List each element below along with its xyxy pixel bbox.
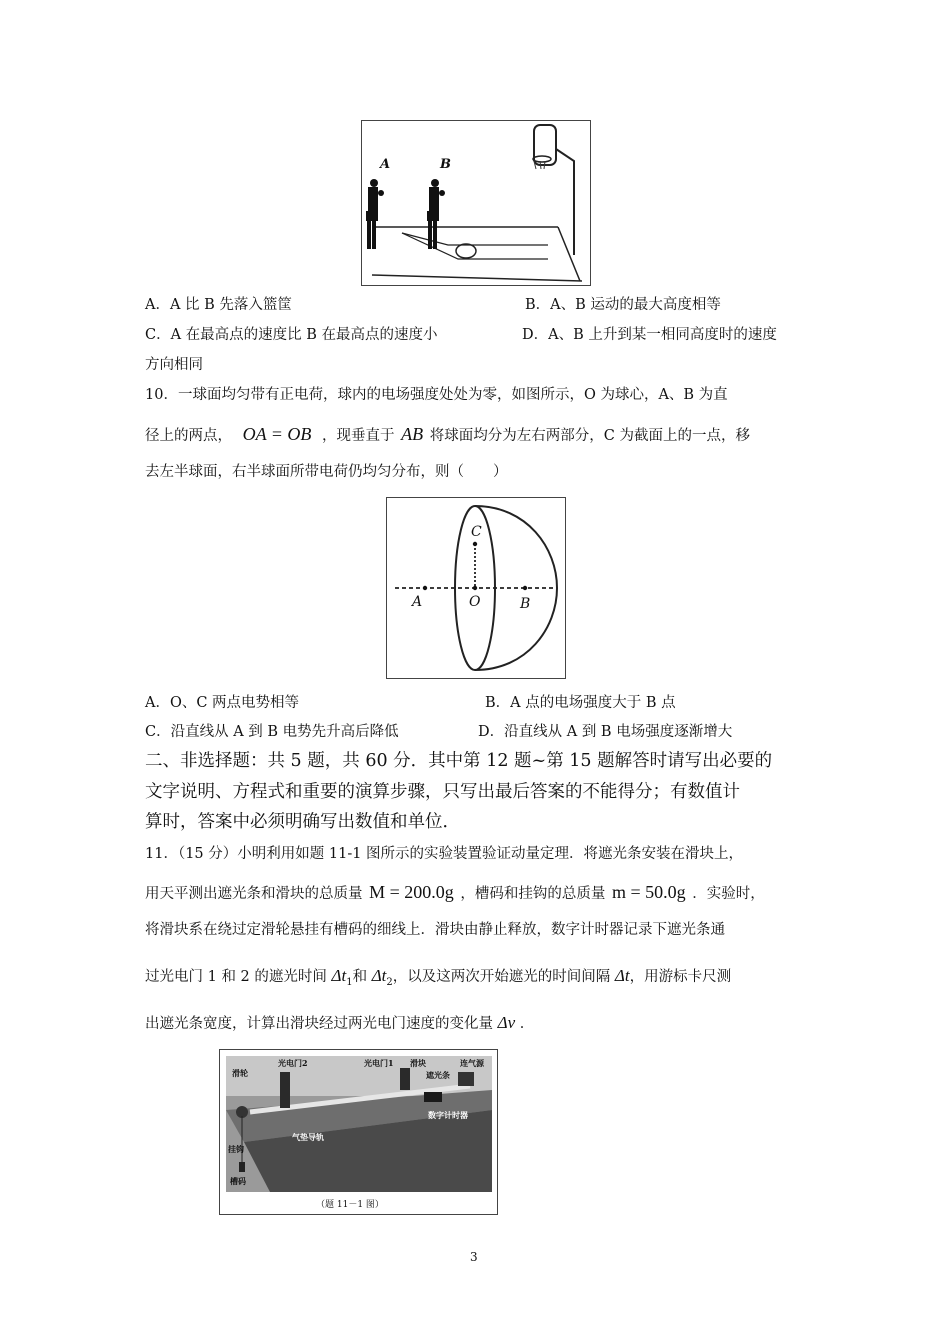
label-timer: 数字计时器 bbox=[428, 1110, 468, 1120]
q11-line2-text-b: ，槽码和挂钩的总质量 bbox=[460, 886, 606, 902]
q11-line5-text-a: 出遮光条宽度，计算出滑块经过两光电门速度的变化量 bbox=[145, 1016, 493, 1032]
player-a-label: A bbox=[380, 157, 391, 172]
label-gate1: 光电门1 bbox=[364, 1058, 394, 1068]
q9-option-d: D．A、B 上升到某一相同高度时的速度 bbox=[522, 327, 777, 343]
q9-option-d-continued: 方向相同 bbox=[145, 357, 203, 373]
q10-option-b: B．A 点的电场强度大于 B 点 bbox=[485, 695, 676, 711]
q11-and: 和 bbox=[352, 969, 368, 985]
q11-delta-t1: Δt bbox=[331, 966, 347, 985]
q11-mass-m-big: M = 200.0g bbox=[369, 882, 454, 902]
q9-option-a: A．A 比 B 先落入篮筐 bbox=[145, 297, 292, 313]
experiment-drawing bbox=[220, 1050, 497, 1214]
q11-line4 bbox=[145, 966, 731, 993]
label-b: B bbox=[520, 596, 531, 612]
q10-line1: 10．一球面均匀带有正电荷，球内的电场强度处处为零，如图所示，O 为球心，A、B 为直 bbox=[145, 387, 728, 403]
q11-delta-t: Δt bbox=[614, 966, 630, 985]
section2-heading-line2: 文字说明、方程式和重要的演算步骤，只写出最后答案的不能得分；有数值计 bbox=[145, 782, 740, 802]
q10-line2-text-c: 将球面均分为左右两部分，C 为截面上的一点，移 bbox=[429, 428, 750, 444]
q11-line4-text-c: ，用游标卡尺测 bbox=[629, 969, 732, 985]
q11-line4-text-b: ，以及这两次开始遮光的时间间隔 bbox=[392, 969, 611, 985]
label-gate2: 光电门2 bbox=[278, 1058, 308, 1068]
q11-line5-text-b: ． bbox=[519, 1016, 535, 1032]
q10-option-a: A．O、C 两点电势相等 bbox=[145, 695, 300, 711]
page-number: 3 bbox=[470, 1250, 478, 1264]
q10-option-d: D．沿直线从 A 到 B 电场强度逐渐增大 bbox=[478, 724, 733, 740]
label-air-source: 连气源 bbox=[460, 1058, 484, 1068]
label-air-track: 气垫导轨 bbox=[292, 1132, 324, 1142]
q10-line3: 去左半球面，右半球面所带电荷仍均匀分布，则（ ） bbox=[145, 464, 508, 480]
q11-delta-v: Δv bbox=[497, 1013, 516, 1032]
section2-heading-line1: 二、非选择题：共 5 题，共 60 分．其中第 12 题~第 15 题解答时请写出必要的 bbox=[145, 751, 773, 771]
player-b-label: B bbox=[440, 157, 451, 172]
label-weights: 槽码 bbox=[230, 1176, 246, 1186]
q10-line2-text-b: ，现垂直于 bbox=[322, 428, 395, 444]
label-o: O bbox=[469, 594, 481, 610]
label-a: A bbox=[412, 594, 423, 610]
label-slider: 滑块 bbox=[410, 1058, 426, 1068]
q11-line2-text-a: 用天平测出遮光条和滑块的总质量 bbox=[145, 886, 363, 902]
q10-equation-oa-ob: OA = OB bbox=[242, 424, 312, 444]
section2-heading-line3: 算时，答案中必须明确写出数值和单位． bbox=[145, 812, 460, 832]
q10-line2 bbox=[145, 424, 750, 446]
q11-line4-text-a: 过光电门 1 和 2 的遮光时间 bbox=[145, 969, 327, 985]
basketball-drawing bbox=[362, 121, 590, 285]
q11-line3: 将滑块系在绕过定滑轮悬挂有槽码的细线上．滑块由静止释放，数字计时器记录下遮光条通 bbox=[145, 922, 725, 938]
q11-sub-2: 2 bbox=[386, 976, 393, 988]
q9-option-b: B．A、B 运动的最大高度相等 bbox=[525, 297, 721, 313]
q11-sub-1: 1 bbox=[346, 976, 353, 988]
q11-line2 bbox=[145, 882, 765, 904]
label-hook: 挂钩 bbox=[228, 1144, 244, 1154]
q11-mass-m-small: m = 50.0g bbox=[611, 882, 686, 902]
q11-delta-t2: Δt bbox=[371, 966, 387, 985]
q11-line2-text-c: ．实验时， bbox=[692, 886, 765, 902]
hemisphere-figure bbox=[386, 497, 566, 679]
q11-line1: 11．（15 分）小明利用如题 11-1 图所示的实验装置验证动量定理．将遮光条安装在滑块上， bbox=[145, 846, 744, 862]
q10-line2-text-a: 径上的两点， bbox=[145, 428, 232, 444]
basketball-figure bbox=[361, 120, 591, 286]
label-strip: 遮光条 bbox=[426, 1070, 450, 1080]
label-pulley: 滑轮 bbox=[232, 1068, 248, 1078]
q10-option-c: C．沿直线从 A 到 B 电势先升高后降低 bbox=[145, 724, 399, 740]
q10-math-ab: AB bbox=[401, 424, 424, 444]
label-c: C bbox=[471, 524, 482, 540]
experiment-photo bbox=[219, 1049, 498, 1215]
figure-caption: （题 11－1 图） bbox=[316, 1200, 384, 1210]
q9-option-c: C．A 在最高点的速度比 B 在最高点的速度小 bbox=[145, 327, 438, 343]
q11-line5 bbox=[145, 1013, 534, 1034]
